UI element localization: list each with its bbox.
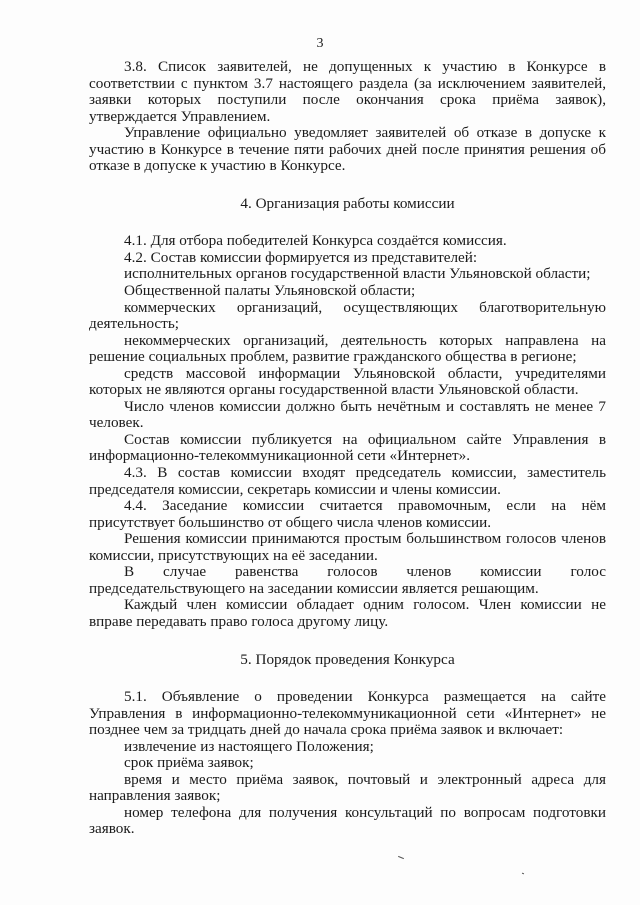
- paragraph-refusal-notice: Управление официально уведомляет заявителей об отказе в допуске к участию в Конкурсе в течение пяти рабочих дней после принятия решения об отказе в допуске к участию в Конкурсе.: [89, 124, 606, 175]
- paragraph-composition-published: Состав комиссии публикуется на официальном сайте Управления в информационно-телекоммуникационной сети «Интернет».: [89, 430, 606, 465]
- list-item-commercial-orgs: коммерческих организаций, осуществляющих благотворительную деятельность;: [89, 298, 606, 333]
- list-item-time-place: время и место приёма заявок, почтовый и электронный адреса для направления заявок;: [89, 770, 606, 805]
- list-item-public-chamber: Общественной палаты Ульяновской области;: [124, 282, 416, 300]
- list-item-deadline: срок приёма заявок;: [124, 754, 254, 772]
- paragraph-4-2: 4.2. Состав комиссии формируется из представителей:: [124, 248, 478, 266]
- paragraph-one-vote: Каждый член комиссии обладает одним голосом. Член комиссии не вправе передавать право голоса другому лицу.: [89, 596, 606, 630]
- document-body: [89, 59, 606, 838]
- scan-speck: [398, 856, 404, 859]
- list-item-mass-media: средств массовой информации Ульяновской области, учредителями которых не являются органы государственной власти Ульяновской области.: [89, 364, 606, 399]
- list-item-nonprofit-orgs: некоммерческих организаций, деятельность которых направлена на решение социальных проблем, развитие гражданского общества в регионе;: [89, 331, 606, 366]
- paragraph-decisions: Решения комиссии принимаются простым большинством голосов членов комиссии, присутствующих на её заседании.: [89, 530, 606, 564]
- paragraph-3-8: 3.8. Список заявителей, не допущенных к участию в Конкурсе в соответствии с пунктом 3.7 настоящего раздела (за исключением заявителей, заявки которых поступили после окончания срока приёма заявок), утверждается Управлением.: [89, 58, 606, 125]
- paragraph-4-3: 4.3. В состав комиссии входят председатель комиссии, заместитель председателя комиссии, секретарь комиссии и члены комиссии.: [89, 464, 606, 498]
- paragraph-4-1: 4.1. Для отбора победителей Конкурса создаётся комиссия.: [124, 232, 507, 250]
- page-number: 3: [316, 36, 324, 51]
- section-heading-5: 5. Порядок проведения Конкурса: [240, 650, 455, 668]
- list-item-extract: извлечение из настоящего Положения;: [124, 737, 374, 755]
- section-heading-4: 4. Организация работы комиссии: [240, 194, 455, 212]
- paragraph-4-4: 4.4. Заседание комиссии считается правомочным, если на нём присутствует большинство от общего числа членов комиссии.: [89, 497, 606, 531]
- scan-speck: [522, 873, 524, 875]
- paragraph-member-count: Число членов комиссии должно быть нечётным и составлять не менее 7 человек.: [89, 397, 606, 432]
- list-item-executive-bodies: исполнительных органов государственной власти Ульяновской области;: [124, 265, 591, 283]
- paragraph-tie-vote: В случае равенства голосов членов комиссии голос председательствующего на заседании комиссии является решающим.: [89, 563, 606, 597]
- paragraph-5-1: 5.1. Объявление о проведении Конкурса размещается на сайте Управления в информационно-телекоммуникационной сети «Интернет» не позднее чем за тридцать дней до начала срока приёма заявок и включает:: [89, 688, 606, 739]
- list-item-phone: номер телефона для получения консультаций по вопросам подготовки заявок.: [89, 803, 606, 838]
